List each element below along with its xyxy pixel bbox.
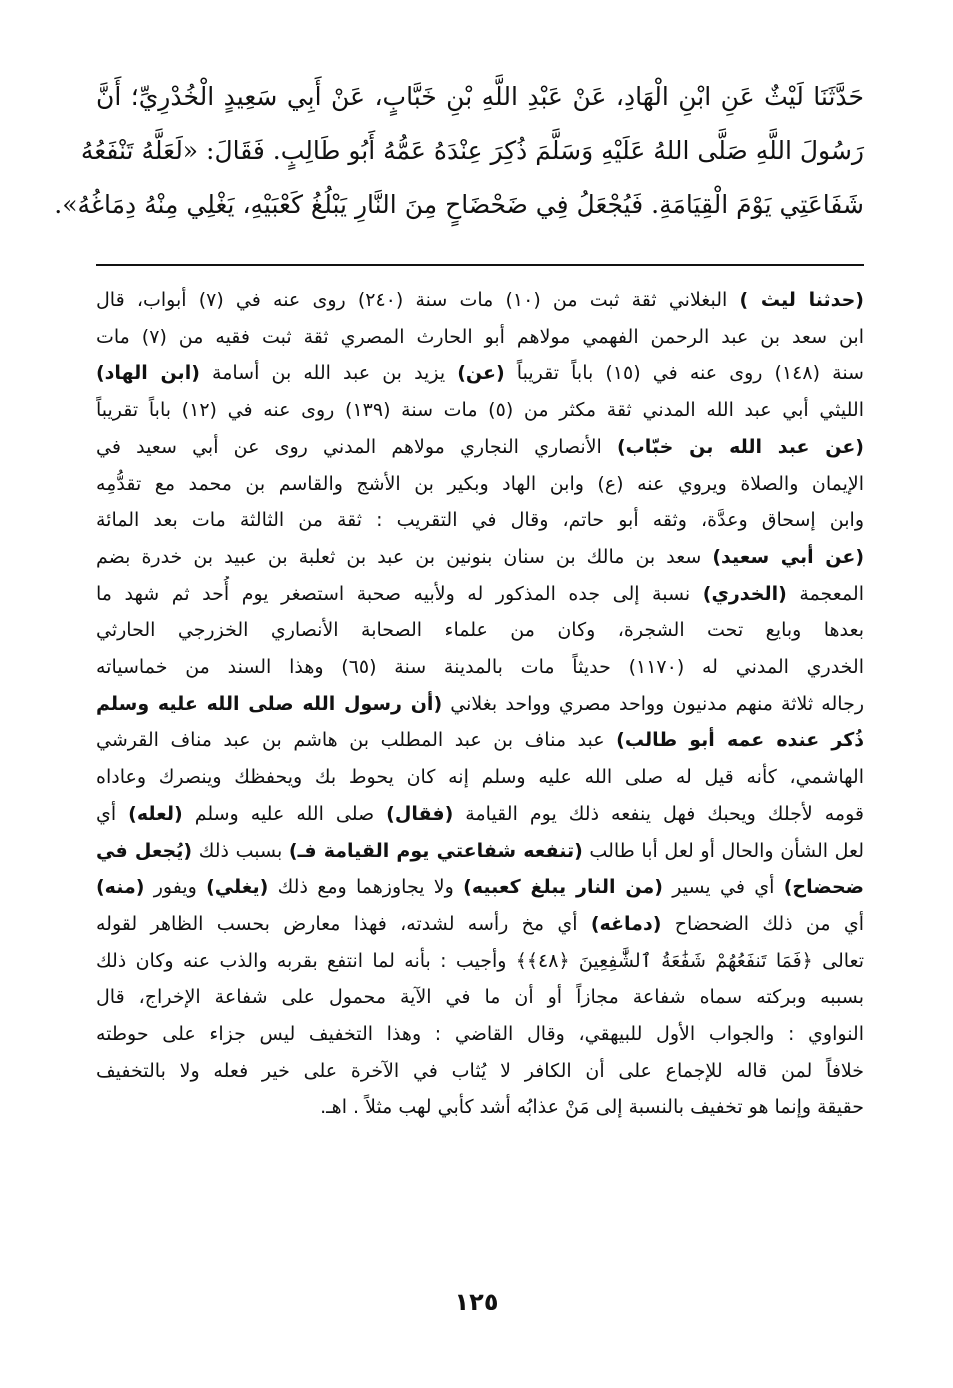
commentary-bold-segment: ذُكر عنده عمه أبو طالب) [616, 729, 864, 752]
commentary-segment: المعجمة [786, 582, 864, 605]
commentary-segment: بسبب ذلك [192, 839, 289, 862]
commentary-bold-segment: (حدثنا ليث ) [739, 289, 864, 311]
commentary-text [96, 282, 864, 1126]
commentary-line [96, 429, 864, 466]
commentary-bold-segment: (تنفعه شفاعتي يوم القيامة فـ) [288, 839, 583, 862]
hadith-line: رَسُولَ اللَّهِ صَلَّى اللهُ عَلَيْهِ وَسَلَّمَ ذُكِرَ عِنْدَهُ عَمُّهُ أَبُو طَالِبٍ. فَقَالَ: «لَعَلَّهُ تَنْفَعُهُ [80, 136, 864, 165]
commentary-line [96, 502, 864, 539]
commentary-line [96, 759, 864, 796]
commentary-line [96, 869, 864, 906]
commentary-bold-segment: (يُجعل في [96, 839, 193, 862]
commentary-line [96, 833, 864, 870]
commentary-line [96, 355, 864, 392]
commentary-segment: خلافاً لمن قاله للإجماع على أن الكافر لا يُثاب في الآخرة على خير فعله ولا بالتخفيف [96, 1059, 864, 1082]
commentary-line [96, 796, 864, 833]
commentary-segment: الأنصاري النجاري مولاهم المدني روى عن أبي سعيد في [96, 435, 617, 458]
commentary-line [96, 979, 864, 1016]
hadith-line: شَفَاعَتِي يَوْمَ الْقِيَامَةِ. فَيُجْعَلُ فِي ضَحْضَاحٍ مِنَ النَّارِ يَبْلُغُ كَعْبَيْهِ، يَغْلِي مِنْهُ دِمَاغُهُ». [54, 190, 864, 219]
commentary-bold-segment: (منه) [96, 876, 145, 899]
commentary-segment: بعدها وبايع تحت الشجرة، وكان من علماء الصحابة الأنصاري الخزرجي الحارثي [96, 619, 864, 642]
commentary-line [96, 539, 864, 576]
commentary-line [96, 686, 864, 723]
commentary-segment: بسببه وبركته سماه شفاعة مجازاً أو أن ما في الآية محمول على شفاعة الإخراج، قال [96, 986, 864, 1009]
commentary-segment: النواوي : والجواب الأول للبيهقي، وقال القاضي : وهذا التخفيف ليس جزاء على حوطته [96, 1023, 864, 1046]
commentary-bold-segment: (الخدري) [702, 582, 787, 605]
commentary-bold-segment: (دماغه) [590, 912, 662, 935]
commentary-line [96, 722, 864, 759]
commentary-segment: الهاشمي، كأنه قيل له صلى الله عليه وسلم إنه كان يحوط بك ويحفظك وينصرك وعاداه [96, 766, 864, 789]
commentary-line [96, 906, 864, 943]
commentary-segment: قومه لأجلك ويحبك فهل ينفعه ذلك يوم القيامة [453, 802, 864, 825]
commentary-segment: ابن سعد بن عبد الرحمن الفهمي مولاهم أبو الحارث المصري ثقة ثبت فقيه من (٧) مات [96, 325, 864, 348]
commentary-line [96, 943, 864, 980]
commentary-line [96, 392, 864, 429]
hadith-text [54, 70, 864, 232]
commentary-segment: وابن إسحاق وعدَّة، وثقه أبو حاتم، وقال في التقريب : ثقة من الثالثة مات بعد المائة [96, 509, 864, 532]
commentary-bold-segment: (فقال) [386, 802, 454, 825]
commentary-segment: صلى الله عليه وسلم [182, 802, 387, 825]
commentary-bold-segment: (عن عبد الله بن خبّاب) [617, 435, 864, 458]
commentary-segment: أي في يسير [662, 876, 784, 899]
commentary-segment: رجاله ثلاثة منهم مدنيون وواحد مصري وواحد بغلاني [442, 692, 864, 715]
commentary-line [96, 1089, 864, 1126]
commentary-bold-segment: (ابن الهاد) [96, 362, 200, 385]
commentary-bold-segment: (من النار يبلغ كعبيه) [463, 876, 663, 899]
commentary-bold-segment: (أن رسول الله صلى الله عليه وسلم [96, 692, 443, 715]
commentary-segment: الإيمان والصلاة ويروي عنه (ع) وابن الهاد وبكير بن الأشج والقاسم بن محمد مع تقدُّمِه [96, 472, 864, 495]
commentary-segment: سنة (١٤٨) روى عنه في (١٥) باباً تقريباً [504, 362, 864, 385]
commentary-segment: أي [96, 802, 129, 825]
commentary-bold-segment: (عن أبي سعيد) [712, 545, 864, 568]
commentary-line [96, 612, 864, 649]
commentary-bold-segment: (يغلي) [206, 876, 269, 899]
hadith-line: حَدَّثَنَا لَيْثٌ عَنِ ابْنِ الْهَادِ، عَنْ عَبْدِ اللَّهِ بْنِ خَبَّابٍ، عَنْ أَبِي سَعِيدٍ الْخُدْرِيِّ؛ أَنَّ [96, 82, 864, 111]
commentary-segment: الخدري المدني له (١١٧٠) حديثاً مات بالمدينة سنة (٦٥) وهذا السند من خماسياته [96, 656, 864, 679]
commentary-line [96, 282, 864, 319]
commentary-line [96, 1016, 864, 1053]
commentary-segment: الليثي أبي عبد الله المدني ثقة مكثر من (٥) مات سنة (١٣٩) روى عنه في (١٢) باباً تقريباً [96, 399, 864, 422]
commentary-segment: البغلاني ثقة ثبت من (١٠) مات سنة (٢٤٠) روى عنه في (٧) أبواب، قال [96, 289, 740, 311]
commentary-segment: أي من ذلك الضحضاح [661, 912, 864, 935]
commentary-segment: يزيد بن عبد الله بن أسامة [199, 362, 458, 385]
commentary-bold-segment: (عن) [457, 362, 505, 385]
commentary-segment: أي مخ رأسه لشدته، فهذا معارض بحسب الظاهر لقوله [96, 912, 591, 935]
commentary-line [96, 466, 864, 503]
commentary-segment: لعل الشأن والحال أو لعل أبا طالب [582, 839, 864, 862]
commentary-segment: نسبة إلى جده المذكور له ولأبيه صحبة استصغر يوم أُحد ثم شهد ما [96, 582, 703, 605]
commentary-line [96, 1053, 864, 1090]
commentary-segment: ولا يجاوزهما ومع ذلك [268, 876, 464, 899]
commentary-segment: عبد مناف بن عبد المطلب بن هاشم بن عبد مناف القرشي [96, 729, 617, 752]
commentary-line [96, 319, 864, 356]
commentary-segment: حقيقة وإنما هو تخفيف بالنسبة إلى مَنْ عذابُه أشد كأبي لهب مثلاً . اهـ. [320, 1096, 864, 1119]
commentary-segment: سعد بن مالك بن سنان بنونين بن عبد بن ثعلبة بن عبيد بن خدرة بضم [96, 545, 713, 568]
page-number: ١٢٥ [454, 1288, 499, 1316]
commentary-segment: تعالى ﴿فَمَا تَنفَعُهُمْ شَفَٰعَةُ ٱلشَّٰفِعِينَ ﴿٤٨﴾﴾ وأجيب : بأنه لما انتفع بقربه والذب عنه وكان ذلك [96, 949, 864, 972]
commentary-line [96, 576, 864, 613]
commentary-bold-segment: ضحضاح) [783, 876, 864, 899]
commentary-line [96, 649, 864, 686]
commentary-bold-segment: (لعله) [128, 802, 183, 825]
footnote-divider [96, 264, 864, 266]
commentary-segment: ويفور [144, 876, 207, 899]
